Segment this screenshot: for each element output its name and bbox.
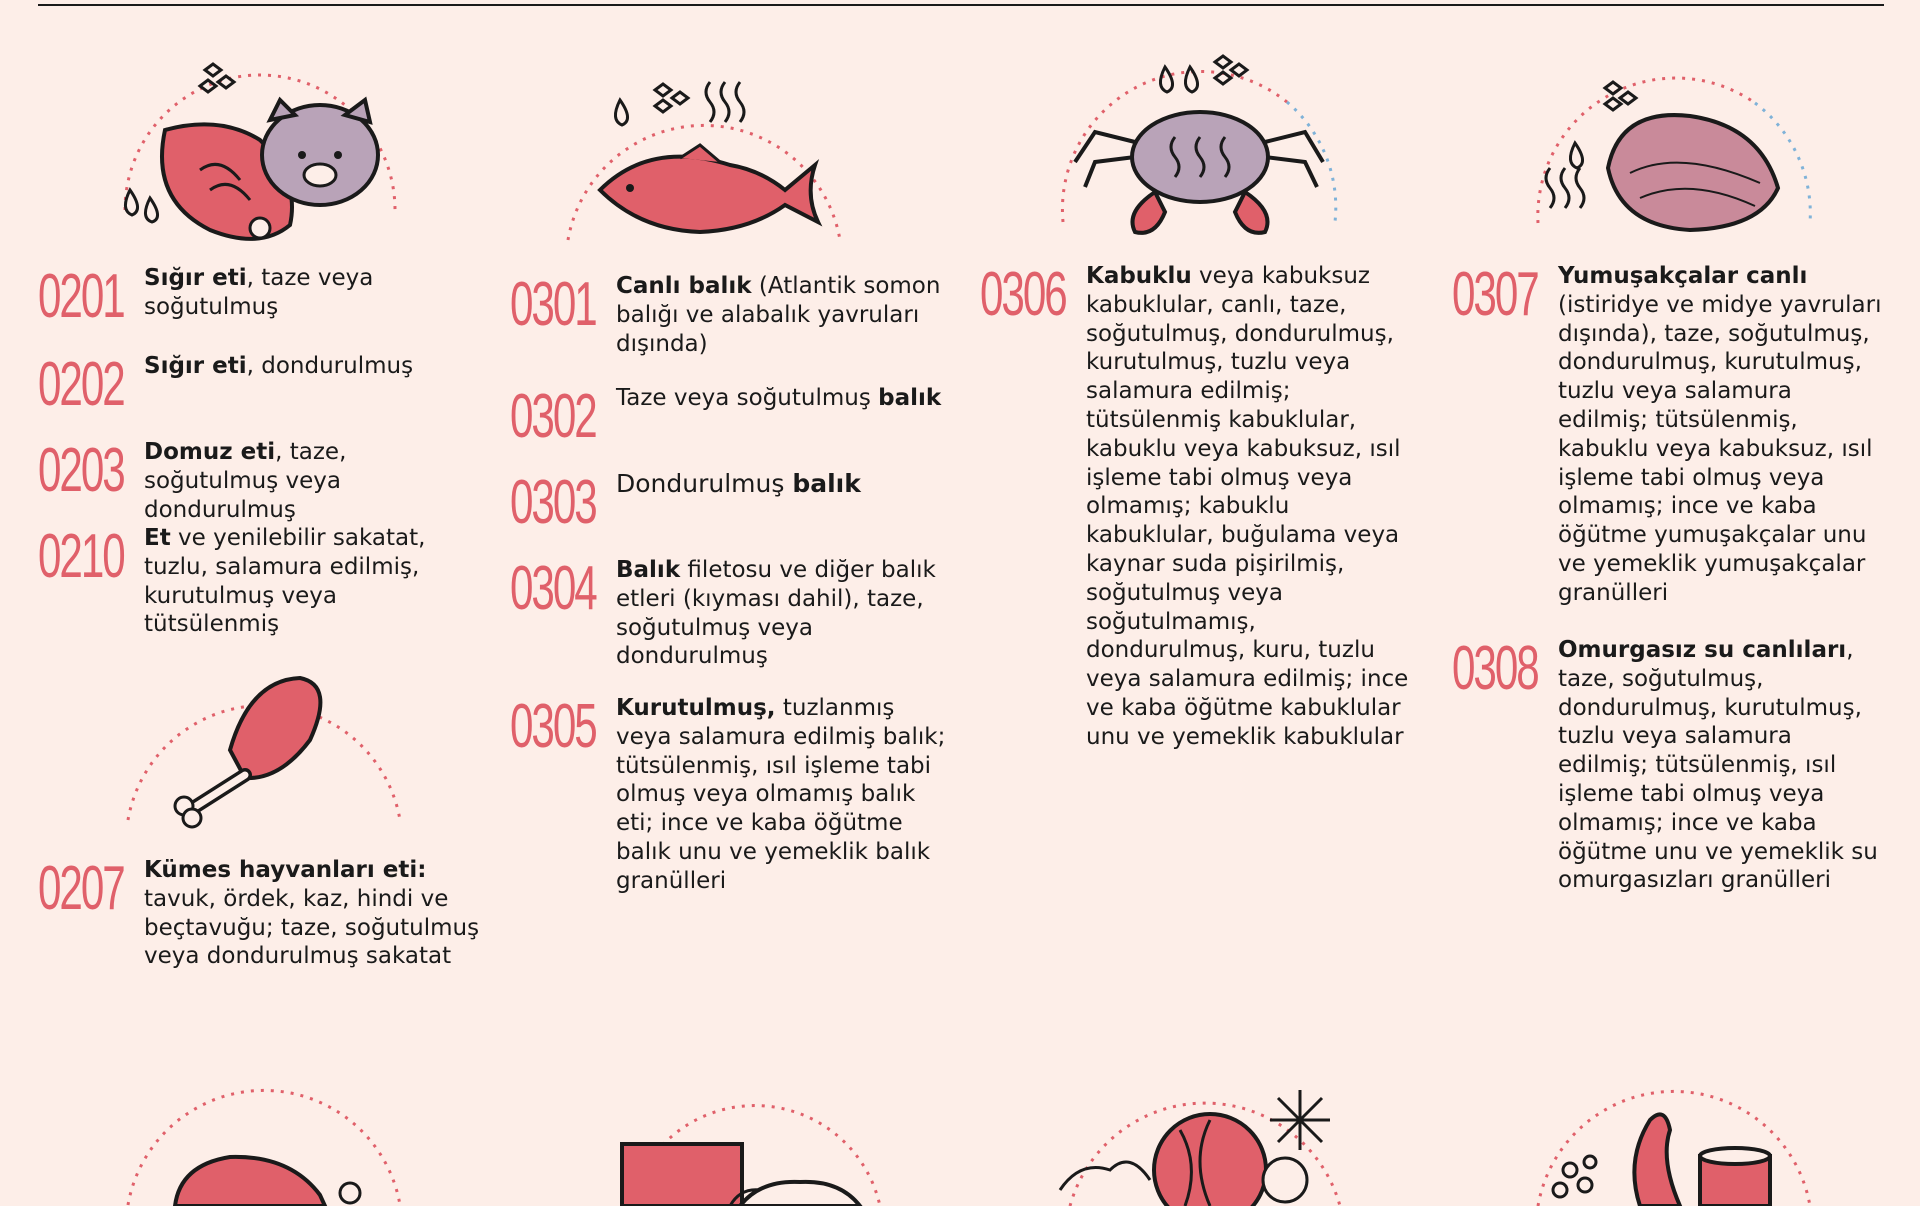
desc-bold: Kabuklu (1086, 263, 1192, 289)
desc-rest: , taze, soğutulmuş, dondurulmuş, kurutulmuş, tuzlu veya salamura edilmiş; tütsülenmiş, ısıl işleme tabi olmuş veya olmamış; ince ve kaba öğütme unu ve yemeklik su omurgasızları granülleri (1558, 637, 1878, 894)
desc-bold: Et (144, 525, 171, 551)
desc-bold: Yumuşakçalar canlı (1558, 263, 1808, 289)
code-number: 0302 (510, 382, 596, 451)
milk-and-cheese-icon (600, 1070, 890, 1206)
sausage-and-jar-icon (1530, 1050, 1820, 1206)
desc-rest: veya kabuksuz kabuklular, canlı, taze, soğutulmuş, dondurulmuş, kurutulmuş, tuzlu veya salamura edilmiş; tütsülenmiş kabuklular, kabuklu veya kabuksuz, ısıl işleme tabi olmuş veya olmamış; kabuklu kabuklular, buğulama veya kaynar suda pişirilmiş, soğutulmuş veya soğutulmamış, dondurulmuş, kuru, tuzlu veya salamura edilmiş; ince ve kaba öğütme kabuklular unu ve yemeklik kabuklular (1086, 263, 1409, 750)
offal-illustration (1530, 1050, 1820, 1206)
beef-steak-and-pig-icon (110, 60, 410, 260)
code-description (144, 352, 444, 381)
code-0302 (510, 382, 956, 451)
fish-illustration (560, 70, 850, 250)
desc-bold: Omurgasız su canlıları (1558, 637, 1847, 663)
vegetables-illustration (1050, 1050, 1350, 1206)
code-0305 (510, 694, 946, 896)
desc-pre: Dondurulmuş (616, 469, 793, 498)
code-description (616, 470, 956, 499)
dairy-illustration (600, 1070, 890, 1206)
code-0203 (38, 438, 484, 524)
chicken-leg-icon (120, 660, 410, 830)
code-0308 (1452, 636, 1888, 895)
top-rule (38, 4, 1884, 6)
code-number: 0305 (510, 692, 596, 761)
desc-bold: Kümes hayvanları eti: (144, 857, 427, 883)
code-number: 0301 (510, 270, 596, 339)
code-description (1558, 636, 1888, 895)
desc-bold: Domuz eti (144, 439, 276, 465)
chicken-illustration (120, 660, 410, 830)
code-0210 (38, 524, 444, 639)
code-number: 0202 (38, 350, 124, 419)
ham-icon (120, 1075, 410, 1206)
code-0307 (1452, 262, 1888, 608)
code-0306 (980, 262, 1416, 752)
clam-illustration (1530, 48, 1820, 238)
desc-pre: Taze veya soğutulmuş (616, 385, 879, 411)
desc-bold: balık (792, 469, 861, 498)
vegetables-icon (1050, 1050, 1350, 1206)
code-description (616, 556, 936, 671)
code-description (144, 264, 444, 322)
clam-icon (1530, 48, 1820, 238)
desc-rest: (Atlantik somon balığı ve alabalık yavruları dışında) (616, 273, 941, 357)
code-description (616, 272, 946, 358)
desc-bold: Canlı balık (616, 273, 752, 299)
code-0202 (38, 350, 444, 419)
code-description (144, 438, 484, 524)
code-number: 0203 (38, 436, 124, 505)
code-number: 0306 (980, 260, 1066, 329)
fish-icon (560, 70, 850, 250)
desc-rest: (istiridye ve midye yavruları dışında), taze, soğutulmuş, dondurulmuş, kurutulmuş, tuzlu veya salamura edilmiş; tütsülenmiş, kabuklu veya kabuksuz, ısıl işleme tabi olmuş veya olmamış; ince ve kaba öğütme yumuşakçalar unu ve yemeklik yumuşakçalar granülleri (1558, 291, 1882, 606)
code-number: 0207 (38, 854, 124, 923)
code-0201 (38, 262, 444, 331)
ham-illustration (120, 1075, 410, 1206)
code-description (616, 384, 956, 413)
desc-rest: ve yenilebilir sakatat, tuzlu, salamura edilmiş, kurutulmuş veya tütsülenmiş (144, 525, 426, 638)
code-number: 0210 (38, 522, 124, 591)
code-description (616, 694, 946, 896)
code-number: 0308 (1452, 634, 1538, 703)
desc-rest: , dondurulmuş (246, 353, 414, 379)
desc-rest: filetosu ve diğer balık etleri (kıyması dahil), taze, soğutulmuş veya dondurulmuş (616, 557, 936, 670)
code-0301 (510, 272, 946, 358)
crab-illustration (1055, 42, 1345, 242)
desc-bold: Balık (616, 557, 681, 583)
code-number: 0304 (510, 554, 596, 623)
code-description (144, 524, 444, 639)
desc-bold: Sığır eti (144, 353, 247, 379)
beef-pig-illustration (110, 60, 410, 260)
code-number: 0201 (38, 262, 124, 331)
desc-bold: balık (878, 385, 942, 411)
code-number: 0303 (510, 468, 596, 537)
code-0304 (510, 556, 936, 671)
desc-rest: , taze, soğutulmuş veya dondurulmuş (144, 439, 347, 523)
desc-bold: Sığır eti (144, 265, 247, 291)
desc-rest: tavuk, ördek, kaz, hindi ve beçtavuğu; taze, soğutulmuş veya dondurulmuş sakatat (144, 885, 480, 970)
code-description (1558, 262, 1888, 608)
code-0207 (38, 856, 484, 971)
code-description (144, 856, 484, 971)
code-0303 (510, 468, 956, 537)
desc-rest: tuzlanmış veya salamura edilmiş balık; tütsülenmiş, ısıl işleme tabi olmuş veya olmamış balık eti; ince ve kaba öğütme balık unu ve yemeklik balık granülleri (616, 695, 946, 894)
crab-icon (1055, 42, 1345, 242)
desc-bold: Kurutulmuş, (616, 695, 776, 721)
code-description (1086, 262, 1416, 752)
code-number: 0307 (1452, 260, 1538, 329)
desc-rest: , taze veya soğutulmuş (144, 265, 374, 320)
